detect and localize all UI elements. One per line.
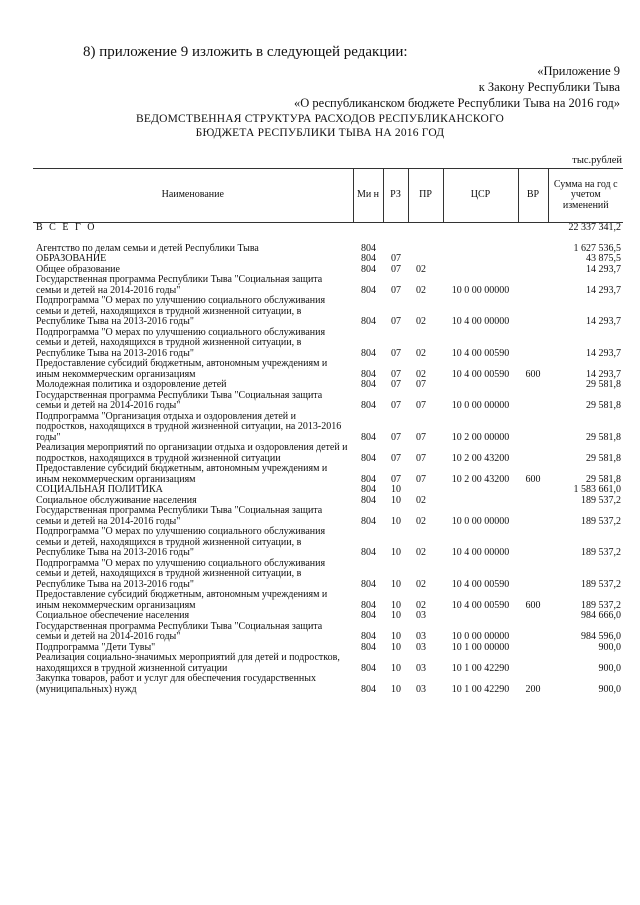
- table-row: [33, 244, 623, 255]
- cell-sum: 29 581,8: [586, 431, 621, 443]
- cell-csr: [443, 380, 518, 391]
- cell-sum: 29 581,8: [586, 379, 621, 390]
- cell-csr: [443, 254, 518, 265]
- cell-pr: 02: [416, 263, 426, 275]
- cell-vr: [518, 485, 548, 496]
- cell-rz: 10: [391, 494, 401, 506]
- table-row: [33, 506, 623, 527]
- intro-text: 8) приложение 9 изложить в следующей редакции:: [83, 44, 408, 60]
- table-row: [33, 674, 623, 695]
- cell-rz: 10: [391, 484, 401, 495]
- cell-sum: 14 293,7: [586, 316, 621, 327]
- cell-min: 804: [361, 263, 376, 275]
- header-sum: Сумма на год с учетом изменений: [548, 169, 623, 223]
- cell-csr: [443, 485, 518, 496]
- cell-rz: 07: [391, 316, 401, 327]
- cell-vr: [518, 328, 548, 360]
- cell-vr: [518, 380, 548, 391]
- cell-sum: 189 537,2: [581, 515, 621, 527]
- budget-table: [33, 168, 623, 695]
- cell-csr: [443, 244, 518, 255]
- cell-sum: 984 596,0: [581, 631, 621, 642]
- cell-pr: 03: [416, 641, 426, 653]
- table-row: [33, 328, 623, 360]
- cell-min: 804: [361, 610, 376, 621]
- cell-rz: 10: [391, 578, 401, 590]
- cell-pr: 07: [416, 379, 426, 390]
- table-row: [33, 275, 623, 296]
- cell-vr: [518, 559, 548, 591]
- cell-min: 804: [361, 547, 376, 558]
- cell-name: Реализация социально-значимых мероприятий для детей и подростков, находящихся в трудной жизненной ситуации: [36, 652, 340, 674]
- cell-vr: [518, 443, 548, 464]
- cell-name: Подпрограмма "О мерах по улучшению социального обслуживания семьи и детей, находящихся в трудной жизненной ситуации, в Республике Тыва на 2013-2016 годы": [36, 557, 326, 590]
- cell-pr: 07: [416, 431, 426, 443]
- cell-min: 804: [361, 368, 376, 380]
- cell-csr: 10 2 00 43200: [451, 473, 510, 485]
- cell-pr: 02: [416, 316, 426, 327]
- cell-rz: 10: [391, 599, 401, 611]
- cell-vr: [518, 611, 548, 622]
- cell-name: ОБРАЗОВАНИЕ: [36, 253, 107, 264]
- cell-rz: 10: [391, 641, 401, 653]
- cell-sum: 14 293,7: [586, 347, 621, 359]
- cell-vr: [518, 275, 548, 296]
- cell-pr: 02: [416, 547, 426, 558]
- cell-csr: [443, 611, 518, 622]
- appendix-line-2: к Закону Республики Тыва: [478, 80, 620, 94]
- document-title-line-2: БЮДЖЕТА РЕСПУБЛИКИ ТЫВА НА 2016 ГОД: [195, 127, 445, 139]
- header-pr: ПР: [408, 169, 443, 223]
- cell-csr: 10 2 00 43200: [451, 452, 510, 464]
- cell-rz: 07: [391, 368, 401, 380]
- table-row: [33, 611, 623, 622]
- cell-rz: 07: [391, 452, 401, 464]
- cell-rz: 07: [391, 400, 401, 411]
- cell-vr: [518, 653, 548, 674]
- cell-sum: 1 627 536,5: [573, 242, 621, 254]
- cell-pr: [408, 485, 443, 496]
- cell-csr: 10 4 00 00590: [451, 578, 510, 590]
- cell-vr: [518, 506, 548, 527]
- cell-min: [353, 223, 383, 234]
- cell-csr: 10 0 00 00000: [451, 400, 510, 411]
- cell-vr: [518, 412, 548, 444]
- cell-sum: 189 537,2: [581, 599, 621, 611]
- cell-vr: [518, 643, 548, 654]
- cell-pr: 03: [416, 631, 426, 642]
- cell-name: Молодежная политика и оздоровление детей: [36, 379, 227, 390]
- cell-rz: [383, 223, 408, 234]
- cell-sum: 900,0: [598, 683, 621, 695]
- cell-min: 804: [361, 379, 376, 390]
- cell-vr: [518, 223, 548, 234]
- cell-name: Государственная программа Республики Тыва "Социальная защита семьи и детей на 2014-2016 годы": [36, 620, 323, 642]
- header-vr: ВР: [518, 169, 548, 223]
- header-name: Наименование: [33, 169, 353, 223]
- table-body: [33, 223, 623, 696]
- table-row: [33, 559, 623, 591]
- cell-min: 804: [361, 641, 376, 653]
- cell-min: 804: [361, 316, 376, 327]
- cell-csr: 10 4 00 00000: [451, 316, 510, 327]
- cell-vr: 600: [525, 473, 541, 485]
- cell-rz: 07: [391, 473, 401, 485]
- table-row: [33, 443, 623, 464]
- cell-min: 804: [361, 242, 376, 254]
- cell-sum: 14 293,7: [586, 284, 621, 296]
- cell-min: 804: [361, 253, 376, 264]
- cell-name: СОЦИАЛЬНАЯ ПОЛИТИКА: [36, 484, 163, 495]
- cell-name: Агентство по делам семьи и детей Республики Тыва: [36, 242, 259, 254]
- cell-min: 804: [361, 347, 376, 359]
- cell-rz: 10: [391, 515, 401, 527]
- cell-min: 804: [361, 683, 376, 695]
- cell-vr: 600: [525, 599, 541, 611]
- cell-pr: 02: [416, 515, 426, 527]
- table-row: [33, 254, 623, 265]
- cell-min: 804: [361, 452, 376, 464]
- table-row: [33, 527, 623, 559]
- cell-csr: [443, 223, 518, 234]
- cell-sum: 984 666,0: [581, 610, 621, 621]
- cell-name: Подпрограмма "О мерах по улучшению социального обслуживания семьи и детей, находящихся в трудной жизненной ситуации, в Республике Тыва на 2013-2016 годы": [36, 526, 326, 558]
- cell-pr: 02: [416, 494, 426, 506]
- cell-pr: 07: [416, 473, 426, 485]
- cell-rz: 07: [391, 284, 401, 296]
- cell-vr: 200: [525, 683, 541, 695]
- cell-name: Предоставление субсидий бюджетным, автономным учреждениям и иным некоммерческим организациям: [36, 589, 328, 611]
- cell-sum: 900,0: [598, 641, 621, 653]
- cell-name: Подпрограмма "Организация отдыха и оздоровления детей и подростков, находящихся в трудной жизненной ситуации, на 2013-2016 годы": [36, 410, 342, 443]
- table-row: [33, 359, 623, 380]
- cell-rz: 07: [391, 431, 401, 443]
- cell-sum: 29 581,8: [586, 473, 621, 485]
- cell-pr: [408, 254, 443, 265]
- cell-pr: [408, 244, 443, 255]
- cell-min: 804: [361, 515, 376, 527]
- cell-name: Государственная программа Республики Тыва "Социальная защита семьи и детей на 2014-2016 годы": [36, 389, 323, 411]
- cell-vr: 600: [525, 368, 541, 380]
- cell-min: 804: [361, 400, 376, 411]
- cell-pr: 02: [416, 347, 426, 359]
- cell-rz: 10: [391, 547, 401, 558]
- table-row: [33, 485, 623, 496]
- cell-min: 804: [361, 494, 376, 506]
- cell-sum: 189 537,2: [581, 547, 621, 558]
- cell-name: Подпрограмма "Дети Тувы": [36, 641, 156, 653]
- appendix-line-3: «О республиканском бюджете Республики Тыва на 2016 год»: [293, 96, 620, 110]
- cell-pr: 03: [416, 683, 426, 695]
- cell-min: 804: [361, 662, 376, 674]
- cell-rz: 10: [391, 662, 401, 674]
- table-row: [33, 464, 623, 485]
- cell-csr: [443, 265, 518, 276]
- cell-pr: 03: [416, 662, 426, 674]
- cell-pr: 03: [416, 610, 426, 621]
- cell-rz: 10: [391, 631, 401, 642]
- cell-vr: [518, 496, 548, 507]
- units-label: тыс.рублей: [572, 155, 622, 166]
- table-row: [33, 622, 623, 643]
- cell-sum: 900,0: [598, 662, 621, 674]
- cell-name: Государственная программа Республики Тыва "Социальная защита семьи и детей на 2014-2016 годы": [36, 505, 323, 527]
- cell-csr: 10 1 00 00000: [451, 641, 510, 653]
- cell-min: 804: [361, 431, 376, 443]
- cell-rz: 07: [391, 347, 401, 359]
- cell-name: Предоставление субсидий бюджетным, автономным учреждениям и иным некоммерческим организациям: [36, 463, 328, 485]
- cell-csr: 10 2 00 00000: [451, 431, 510, 443]
- cell-rz: 10: [391, 610, 401, 621]
- cell-vr: [518, 265, 548, 276]
- cell-name: Социальное обслуживание населения: [36, 494, 197, 506]
- cell-csr: 10 0 00 00000: [451, 631, 510, 642]
- cell-csr: 10 4 00 00590: [451, 347, 510, 359]
- cell-pr: 02: [416, 368, 426, 380]
- cell-vr: [518, 244, 548, 255]
- cell-csr: 10 4 00 00000: [451, 547, 510, 558]
- cell-min: 804: [361, 631, 376, 642]
- cell-min: 804: [361, 484, 376, 495]
- table-row: [33, 391, 623, 412]
- cell-csr: 10 0 00 00000: [451, 515, 510, 527]
- cell-sum: 189 537,2: [581, 494, 621, 506]
- header-rz: РЗ: [383, 169, 408, 223]
- cell-sum: 29 581,8: [586, 400, 621, 411]
- cell-sum: 189 537,2: [581, 578, 621, 590]
- table-row: [33, 412, 623, 444]
- cell-name: Подпрограмма "О мерах по улучшению социального обслуживания семьи и детей, находящихся в трудной жизненной ситуации, в Республике Тыва на 2013-2016 годы": [36, 326, 326, 359]
- cell-pr: 02: [416, 284, 426, 296]
- spacer-cell: [33, 234, 623, 244]
- table-row: [33, 590, 623, 611]
- cell-csr: 10 1 00 42290: [451, 683, 510, 695]
- cell-pr: 02: [416, 578, 426, 590]
- cell-min: 804: [361, 473, 376, 485]
- cell-rz: 07: [391, 253, 401, 264]
- cell-csr: 10 0 00 00000: [451, 284, 510, 296]
- cell-csr: [443, 496, 518, 507]
- cell-sum: 43 875,5: [586, 253, 621, 264]
- document-title-line-1: ВЕДОМСТВЕННАЯ СТРУКТУРА РАСХОДОВ РЕСПУБЛИКАНСКОГО: [135, 113, 505, 125]
- cell-csr: 10 1 00 42290: [451, 662, 510, 674]
- cell-vr: [518, 254, 548, 265]
- cell-sum: 1 583 661,0: [573, 484, 621, 495]
- table-row: [33, 223, 623, 234]
- cell-rz: 10: [391, 683, 401, 695]
- cell-min: 804: [361, 578, 376, 590]
- cell-name: В С Е Г О: [36, 222, 97, 233]
- cell-name: Общее образование: [36, 263, 120, 275]
- spacer-row: [33, 234, 623, 244]
- cell-sum: 14 293,7: [586, 368, 621, 380]
- cell-pr: [408, 223, 443, 234]
- cell-min: 804: [361, 284, 376, 296]
- cell-csr: 10 4 00 00590: [451, 599, 510, 611]
- cell-rz: 07: [391, 379, 401, 390]
- cell-rz: 07: [391, 263, 401, 275]
- header-min: Ми н: [353, 169, 383, 223]
- cell-csr: 10 4 00 00590: [451, 368, 510, 380]
- cell-sum: 29 581,8: [586, 452, 621, 464]
- cell-pr: 07: [416, 452, 426, 464]
- cell-name: Реализация мероприятий по организации отдыха и оздоровления детей и подростков, находящихся в трудной жизненной ситуации: [36, 442, 348, 464]
- cell-vr: [518, 391, 548, 412]
- table-row: [33, 653, 623, 674]
- cell-min: 804: [361, 599, 376, 611]
- cell-name: Предоставление субсидий бюджетным, автономным учреждениям и иным некоммерческим организациям: [36, 358, 328, 380]
- table-row: [33, 296, 623, 328]
- cell-name: Социальное обеспечение населения: [36, 610, 190, 621]
- cell-name: Закупка товаров, работ и услуг для обеспечения государственных (муниципальных) нужд: [36, 673, 317, 695]
- cell-vr: [518, 622, 548, 643]
- cell-vr: [518, 527, 548, 559]
- cell-pr: 02: [416, 599, 426, 611]
- cell-name: Государственная программа Республики Тыва "Социальная защита семьи и детей на 2014-2016 годы": [36, 274, 323, 296]
- cell-vr: [518, 296, 548, 328]
- table-header-row: [33, 169, 623, 223]
- cell-sum: 14 293,7: [586, 263, 621, 275]
- cell-name: Подпрограмма "О мерах по улучшению социального обслуживания семьи и детей, находящихся в трудной жизненной ситуации, в Республике Тыва на 2013-2016 годы": [36, 295, 326, 327]
- cell-sum: 22 337 341,2: [568, 222, 621, 233]
- header-csr: ЦСР: [443, 169, 518, 223]
- appendix-line-1: «Приложение 9: [537, 64, 620, 78]
- table-row: [33, 380, 623, 391]
- cell-pr: 07: [416, 400, 426, 411]
